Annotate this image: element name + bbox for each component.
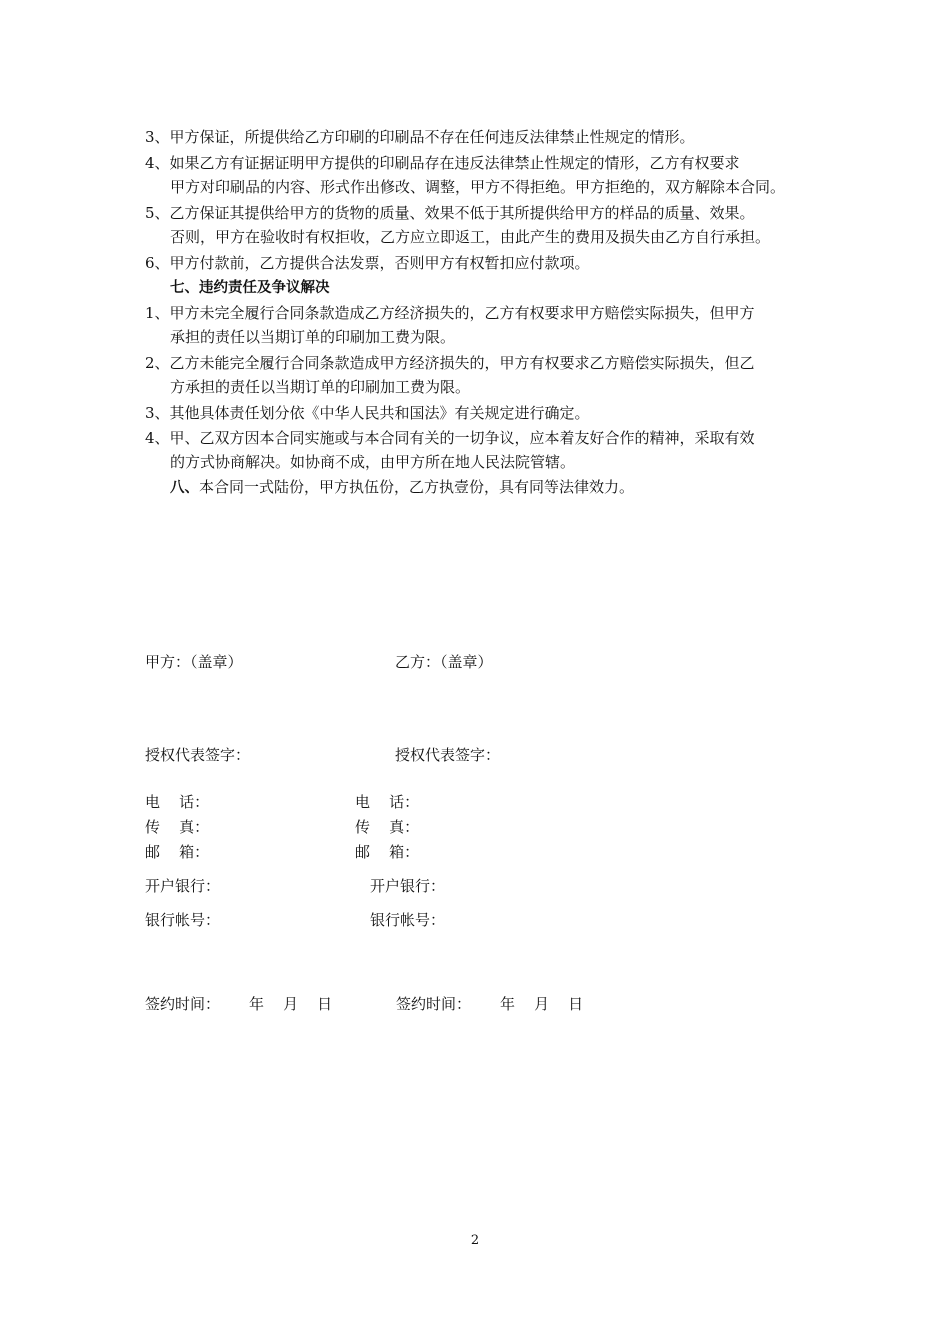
clause-7-1-line2: 承担的责任以当期订单的印刷加工费为限。 (170, 328, 456, 346)
section-8-text: 本合同一式陆份，甲方执伍份，乙方执壹份，具有同等法律效力。 (199, 478, 635, 496)
party-a-rep-signature: 授权代表签字： (145, 746, 251, 764)
clause-7-2-line2: 方承担的责任以当期订单的印刷加工费为限。 (170, 378, 471, 396)
party-a-seal: 甲方：（盖章） (145, 653, 243, 671)
party-a-bank: 开户银行： (145, 877, 221, 895)
party-b-date-fields: 年 月 日 (500, 995, 584, 1013)
clause-6-3: 3、甲方保证，所提供给乙方印刷的印刷品不存在任何违反法律禁止性规定的情形。 (145, 128, 695, 146)
party-b-bank: 开户银行： (370, 877, 446, 895)
section-7-heading: 七、违约责任及争议解决 (170, 280, 330, 296)
party-b-account: 银行帐号： (370, 911, 446, 929)
clause-6-5-line1: 5、乙方保证其提供给甲方的货物的质量、效果不低于其所提供给甲方的样品的质量、效果。 (145, 204, 755, 222)
clause-6-4-line1: 4、如果乙方有证据证明甲方提供的印刷品存在违反法律禁止性规定的情形，乙方有权要求 (145, 154, 740, 172)
clause-7-2-line1: 2、乙方未能完全履行合同条款造成甲方经济损失的，甲方有权要求乙方赔偿实际损失，但乙 (145, 354, 755, 372)
party-b-rep-signature: 授权代表签字： (395, 746, 501, 764)
party-b-fax: 传 真： (355, 818, 420, 836)
party-a-date-fields: 年 月 日 (249, 995, 333, 1013)
party-a-account: 银行帐号： (145, 911, 221, 929)
party-a-phone: 电 话： (145, 793, 210, 811)
page-number: 2 (470, 1233, 480, 1248)
section-8-heading: 八、 (170, 480, 199, 496)
clause-7-3: 3、其他具体责任划分依《中华人民共和国法》有关规定进行确定。 (145, 404, 590, 422)
party-b-phone: 电 话： (355, 793, 420, 811)
party-a-email: 邮 箱： (145, 843, 210, 861)
clause-6-5-line2: 否则，甲方在验收时有权拒收，乙方应立即返工，由此产生的费用及损失由乙方自行承担。 (170, 228, 771, 246)
party-b-seal: 乙方：（盖章） (395, 653, 493, 671)
clause-7-4-line2: 的方式协商解决。如协商不成，由甲方所在地人民法院管辖。 (170, 453, 576, 471)
clause-7-4-line1: 4、甲、乙双方因本合同实施或与本合同有关的一切争议，应本着友好合作的精神，采取有效 (145, 429, 755, 447)
party-b-date-label: 签约时间： (396, 995, 472, 1013)
party-a-fax: 传 真： (145, 818, 210, 836)
party-b-email: 邮 箱： (355, 843, 420, 861)
clause-7-1-line1: 1、甲方未完全履行合同条款造成乙方经济损失的，乙方有权要求甲方赔偿实际损失，但甲方 (145, 304, 755, 322)
party-a-date-label: 签约时间： (145, 995, 221, 1013)
clause-6-4-line2: 甲方对印刷品的内容、形式作出修改、调整，甲方不得拒绝。甲方拒绝的，双方解除本合同。 (170, 178, 786, 196)
section-8 (170, 477, 634, 498)
clause-6-6: 6、甲方付款前，乙方提供合法发票，否则甲方有权暂扣应付款项。 (145, 254, 590, 272)
